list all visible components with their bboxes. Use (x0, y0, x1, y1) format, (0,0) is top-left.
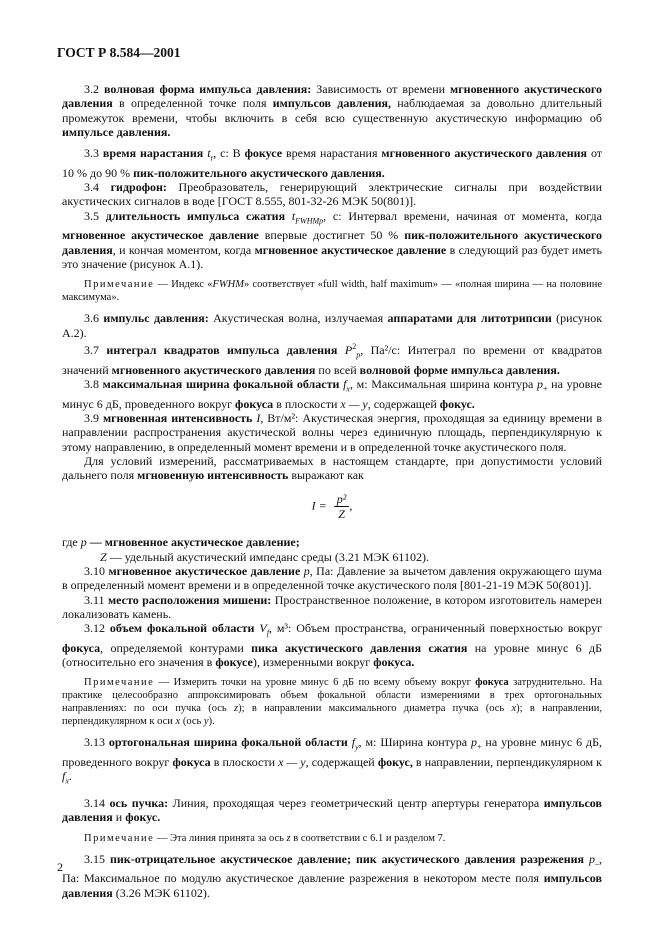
page-number: 2 (57, 860, 63, 874)
definition-3-3: 3.3 время нарастания $t_r$, с: В фокусе время нарастания мгновенного акустического давления от 10 % до 90 % пик-положительного акустического давления. (62, 146, 603, 180)
document-header: ГОСТ Р 8.584—2001 (57, 45, 181, 60)
intensity-formula: I = $\frac{\text{p²}}{Z}$ , (311, 492, 353, 522)
document-body (62, 82, 602, 900)
note-3: Примечание — Эта линия принята за ось z в соответствии с 6.1 и разделом 7. (84, 832, 446, 844)
definition-3-11: 3.11 место расположения мишени: Пространственное положение, в котором изготовитель намерен локализовать камень. (62, 592, 603, 621)
formula-fraction: $\frac{\text{p²}}{Z}$ (334, 492, 350, 521)
note-1: Примечание — Индекс «FWHM» соответствует «full width, half maximum» — «полная ширина — на половине максимума». (62, 279, 602, 304)
definition-3-12: 3.12 объем фокальной области $V_f$, м³: Объем пространства, ограниченный поверхностью вокруг фокуса, определяемой контурами пика акустического давления сжатия на уровне минус 6 дБ (относительно его значения в фокусе), измеренными вокруг фокуса. (62, 621, 603, 670)
where-z: Z — удельный акустический импеданс среды (3.21 МЭК 61102). (100, 549, 429, 564)
definition-3-5: 3.5 длительность импульса сжатия $t_{FWHMp}$, с: Интервал времени, начиная от момента, когда мгновенное акустическое давление впервые достигнет 50 % пик-положительного акустического давления, и кончая моментом, когда мгновенное акустическое давление в следующий раз будет иметь это значение (рисунок А.1). (62, 208, 602, 272)
definition-3-8: 3.8 максимальная ширина фокальной области $f_x$, м: Максимальная ширина контура $p_+$ на уровне минус 6 дБ, проведенного вокруг фокуса в плоскости x — y, содержащей фокус. (62, 376, 603, 411)
definition-3-14: 3.14 ось пучка: Линия, проходящая через геометрический центр апертуры генератора импульсов давления и фокус. (62, 796, 602, 825)
definition-3-15: 3.15 пик-отрицательное акустическое давление; пик акустического давления разрежения $p_-$, Па: Максимальное по модулю акустическое давление разрежения в некотором месте поля импульсов давления (3.26 МЭК 61102). (62, 851, 603, 900)
definition-3-2: 3.2 волновая форма импульса давления: Зависимость от времени мгновенного акустического давления в определенной точке поля импульсов давления, наблюдаемая за довольно длительный промежуток времени, чтобы включить в себя всю существенную акустическую информацию об импульсе давления. (62, 82, 603, 139)
definition-3-6: 3.6 импульс давления: Акустическая волна, излучаемая аппаратами для литотрипсии (рисунок А.2). (62, 311, 603, 340)
definition-3-9: 3.9 мгновенная интенсивность I, Вт/м²: Акустическая энергия, проходящая за единицу времени в направлении распространения акустической волны через единичную площадь, перпендикулярную к этому направлению, в определенный момент времени и в определенной точке акустического поля. (62, 410, 602, 454)
definition-3-4: 3.4 гидрофон: Преобразователь, генерирующий электрические сигналы при воздействии акустических сигналов в воде [ГОСТ 8.555, 801-32-26 МЭК 50(801)]. (62, 180, 602, 209)
definition-3-13: 3.13 ортогональная ширина фокальной области $f_y$, м: Ширина контура $p_+$ на уровне минус 6 дБ, проведенного вокруг фокуса в плоскости x — y, содержащей фокус, в направлении, перпендикулярном к $f_x$. (62, 735, 603, 786)
definition-3-7: 3.7 интеграл квадратов импульса давления $P^2_p$, Па²/с: Интеграл по времени от квадратов значений мгновенного акустического давления по всей волновой форме импульса давления. (62, 341, 603, 377)
note-2: Примечание — Измерить точки на уровне минус 6 дБ по всему объему вокруг фокуса затруднительно. На практике целесообразно аппроксимировать объем фокальной области измерениями в трех ортогональных направлениях: по оси пучка (ось z); в направлении максимального диаметра пучка (ось x); в направлении, перпендикулярном к оси x (ось y). (62, 677, 603, 728)
definition-3-10: 3.10 мгновенное акустическое давление p, Па: Давление за вычетом давления окружающего шума в определенный момент времени и в определенной точке акустического поля [801-21-19 МЭК 50(801)]. (62, 563, 603, 593)
paragraph-far-field: Для условий измерений, рассматриваемых в настоящем стандарте, при допустимости условий дальнего поля мгновенную интенсивность выражают как (62, 453, 602, 483)
where-p: где p — мгновенное акустическое давление; (62, 535, 300, 550)
